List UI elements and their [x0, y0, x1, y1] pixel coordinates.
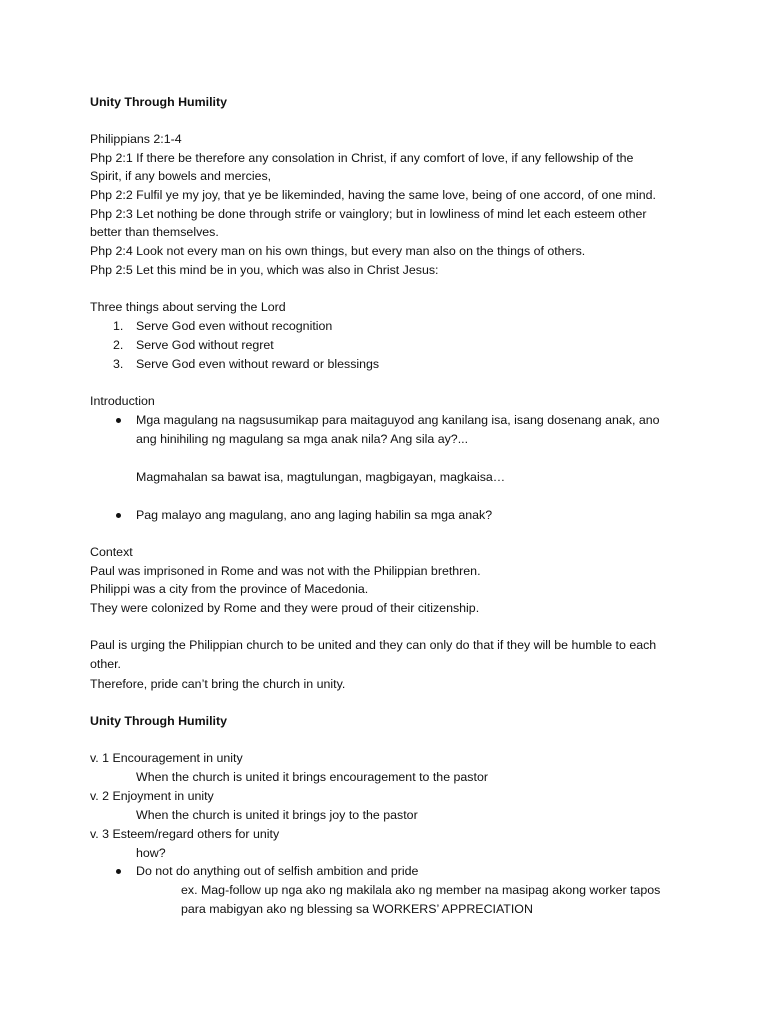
verse-1-line-1: Php 2:1 If there be therefore any consolation in Christ, if any comfort of love, if any fellowship of the	[90, 151, 634, 165]
verse-3-line-1: Php 2:3 Let nothing be done through strife or vainglory; but in lowliness of mind let each esteem other	[90, 207, 647, 221]
intro-bullet-1-line-1: Mga magulang na nagsusumikap para maitaguyod ang kanilang isa, isang dosenang anak, ano	[136, 413, 660, 427]
introduction-heading: Introduction	[90, 394, 155, 408]
bullet-dot	[116, 418, 121, 423]
verse-3-line-2: better than themselves.	[90, 225, 219, 239]
point-v3: v. 3 Esteem/regard others for unity	[90, 827, 280, 841]
context-heading: Context	[90, 545, 133, 559]
context-line-1: Paul was imprisoned in Rome and was not with the Philippian brethren.	[90, 564, 481, 578]
verse-2: Php 2:2 Fulfil ye my joy, that ye be likeminded, having the same love, being of one accord, of one mind.	[90, 188, 656, 202]
list-item: Serve God even without recognition	[136, 319, 333, 333]
context-paragraph-line-1: Paul is urging the Philippian church to be united and they can only do that if they will be humble to each	[90, 638, 657, 652]
list-item: Serve God even without reward or blessings	[136, 357, 380, 371]
list-number: 1.	[113, 319, 124, 333]
point-v2-detail: When the church is united it brings joy to the pastor	[136, 808, 418, 822]
context-paragraph-line-3: Therefore, pride can’t bring the church in unity.	[90, 677, 346, 691]
example-line-2: para mabigyan ako ng blessing sa WORKERS’ APPRECIATION	[181, 902, 533, 916]
list-number: 3.	[113, 357, 124, 371]
scripture-reference: Philippians 2:1-4	[90, 132, 182, 146]
intro-paragraph: Magmahalan sa bawat isa, magtulungan, magbigayan, magkaisa…	[136, 470, 506, 484]
verse-5: Php 2:5 Let this mind be in you, which was also in Christ Jesus:	[90, 263, 439, 277]
point-v3-bullet: Do not do anything out of selfish ambition and pride	[136, 864, 419, 878]
example-line-1: ex. Mag-follow up nga ako ng makilala ako ng member na masipag akong worker tapos	[181, 883, 661, 897]
three-things-heading: Three things about serving the Lord	[90, 300, 286, 314]
verse-1-line-2: Spirit, if any bowels and mercies,	[90, 169, 272, 183]
context-line-2: Philippi was a city from the province of Macedonia.	[90, 582, 369, 596]
bullet-dot	[116, 869, 121, 874]
document-title: Unity Through Humility	[90, 95, 227, 109]
context-line-3: They were colonized by Rome and they were proud of their citizenship.	[90, 601, 480, 615]
bullet-dot	[116, 513, 121, 518]
section-heading: Unity Through Humility	[90, 714, 227, 728]
point-v3-how: how?	[136, 846, 166, 860]
intro-bullet-1-line-2: ang hinihiling ng magulang sa mga anak nila? Ang sila ay?...	[136, 432, 469, 446]
list-number: 2.	[113, 338, 124, 352]
point-v1: v. 1 Encouragement in unity	[90, 751, 243, 765]
intro-bullet-2: Pag malayo ang magulang, ano ang laging habilin sa mga anak?	[136, 508, 493, 522]
point-v1-detail: When the church is united it brings encouragement to the pastor	[136, 770, 488, 784]
verse-4: Php 2:4 Look not every man on his own things, but every man also on the things of others.	[90, 244, 586, 258]
list-item: Serve God without regret	[136, 338, 274, 352]
point-v2: v. 2 Enjoyment in unity	[90, 789, 214, 803]
context-paragraph-line-2: other.	[90, 657, 122, 671]
